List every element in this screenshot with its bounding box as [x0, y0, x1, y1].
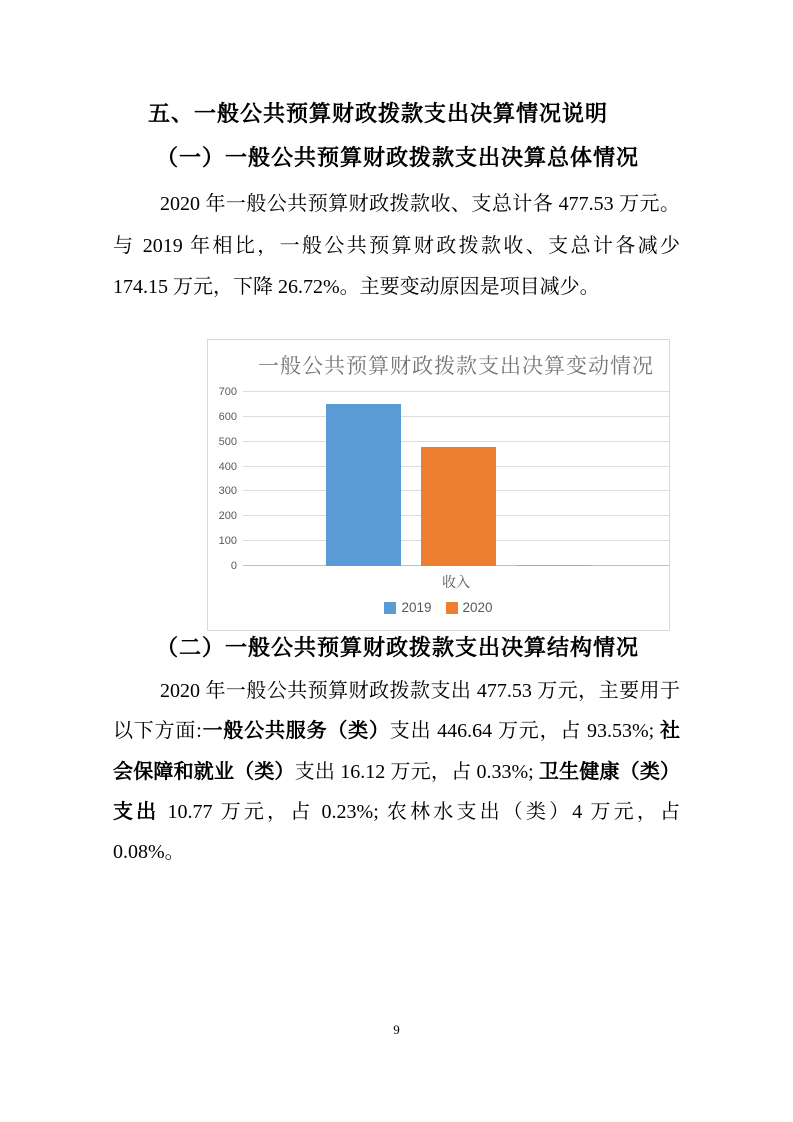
text-run: 支出 16.12 万元，占 0.33%; — [294, 760, 539, 783]
text-run: 2020 年一般公共预算财政拨款收、支总计各 477.53 万元。与 2019 年相比，一般公共预算财政拨款收、支总计各减少 174.15 万元，下降 26.72%。主要变动原因是项目减少。 — [113, 193, 680, 298]
bar-unlabeled-gray — [516, 565, 591, 566]
chart-title: 一般公共预算财政拨款支出决算变动情况 — [258, 355, 654, 378]
chart-category-label: 收入 — [442, 574, 470, 590]
paragraph-structure — [113, 671, 680, 872]
chart-ytick-label: 300 — [218, 485, 237, 498]
emphasis-run: 一般公共服务（类） — [201, 720, 390, 743]
chart-gridline — [243, 441, 669, 442]
chart-ytick-label: 700 — [218, 386, 237, 398]
legend-swatch-icon — [446, 602, 458, 614]
chart-ytick-label: 200 — [218, 510, 237, 523]
legend-swatch-icon — [384, 602, 396, 614]
chart-gridline — [243, 391, 669, 392]
subsection-heading-overview: （一）一般公共预算财政拨款支出决算总体情况 — [156, 145, 640, 170]
chart-plot — [218, 386, 669, 572]
bar-2019 — [326, 404, 401, 566]
bar-chart — [207, 339, 670, 631]
emphasis-run: 卫生健康（类）支出 — [113, 760, 681, 823]
chart-gridline — [243, 416, 669, 417]
legend-label: 2019 — [401, 600, 432, 615]
subsection-heading-structure: （二）一般公共预算财政拨款支出决算结构情况 — [156, 635, 640, 660]
text-run: 支出 446.64 万元，占 93.53%; — [389, 720, 661, 743]
emphasis-run: 社会保障和就业（类） — [113, 720, 681, 783]
text-run: 2020 年一般公共预算财政拨款支出 477.53 万元，主要用于以下方面: — [113, 680, 680, 743]
text-run: 10.77 万元，占 0.23%; 农林水支出（类）4 万元，占 0.08%。 — [113, 800, 680, 864]
bar-2020 — [421, 447, 496, 566]
section-heading: 五、一般公共预算财政拨款支出决算情况说明 — [148, 101, 609, 126]
legend-label: 2020 — [462, 600, 493, 615]
chart-legend — [208, 600, 669, 615]
chart-ytick-label: 100 — [218, 535, 237, 548]
chart-ytick-label: 600 — [218, 410, 237, 423]
chart-ytick-label: 400 — [218, 460, 237, 473]
page-number: 9 — [393, 1022, 400, 1037]
legend-item-2020 — [446, 600, 493, 615]
legend-item-2019 — [384, 600, 431, 615]
paragraph-overview — [113, 184, 680, 309]
chart-ytick-label: 500 — [218, 435, 237, 448]
chart-ytick-label: 0 — [230, 560, 237, 572]
